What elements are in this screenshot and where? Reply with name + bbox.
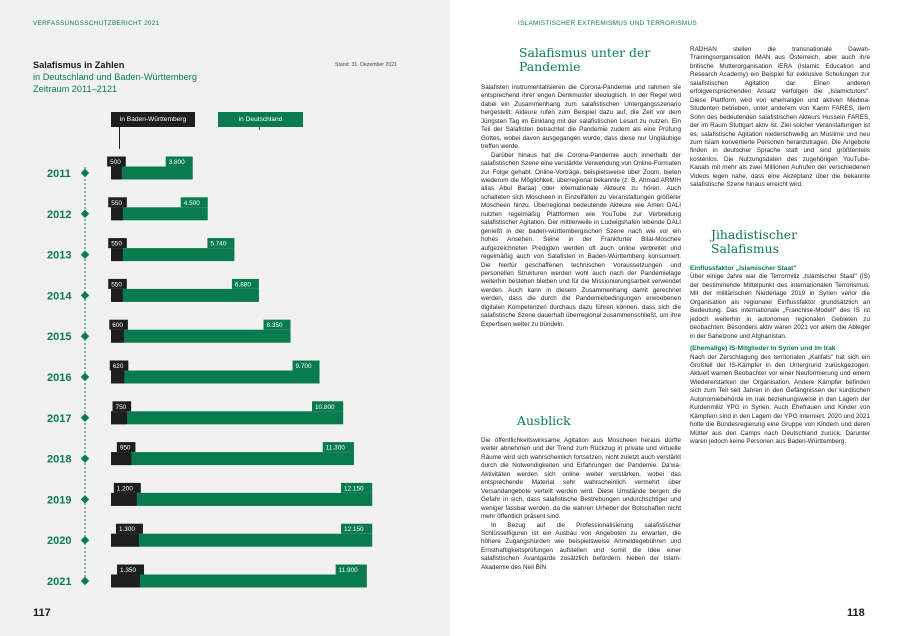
value-label-de: 9.700 bbox=[295, 363, 312, 370]
bar-deutschland bbox=[111, 411, 343, 424]
year-marker bbox=[81, 577, 89, 585]
value-label-de: 11.900 bbox=[338, 567, 358, 574]
year-marker bbox=[81, 414, 89, 422]
heading-salafismus-pandemie: Salafismus unter der Pandemie bbox=[519, 45, 651, 74]
bar-baden-wuerttemberg bbox=[111, 493, 137, 506]
text-column-1 bbox=[481, 46, 681, 74]
bar-deutschland bbox=[111, 207, 208, 220]
bar-baden-wuerttemberg bbox=[111, 411, 127, 424]
value-label-bw: 950 bbox=[119, 444, 131, 452]
value-label-bw: 1.200 bbox=[116, 485, 133, 493]
chart-stand-date: Stand: 31. Dezember 2021 bbox=[335, 62, 398, 68]
legend-de-label: in Deutschland bbox=[238, 116, 283, 123]
text-column-2-body bbox=[690, 265, 870, 447]
value-label-bw: 1.300 bbox=[118, 526, 135, 534]
text-column-1-outlook bbox=[481, 437, 681, 572]
bar-baden-wuerttemberg bbox=[111, 534, 139, 547]
bar-baden-wuerttemberg bbox=[111, 371, 124, 384]
year-label: 2019 bbox=[47, 494, 72, 507]
year-label: 2013 bbox=[47, 249, 72, 262]
paragraph: Die öffentlichkeitswirksame Agitation aus Moscheen heraus dürfte weiter abnehmen und der Trend zum Rückzug in private und virtuelle Räume wird sich wahrscheinlich fortsetzen, nicht zuletzt auch verstärkt durch die Notwendigkeiten und Erfahrungen der Pandemie. Da'wa-Aktivitäten werden sich online weiter verstärken, wobei das entsprechende Material sehr wahrscheinlich vermehrt über Versandangebote verteilt werden wird. Diese Umstände bergen die Gefahr in sich, dass salafistische Bestrebungen undurchschtiger und weniger fassbar werden, da die wahren Urheber der Botschaften nicht mehr öffentlich präsent sind. bbox=[481, 437, 681, 521]
legend-bw-label: in Baden-Württemberg bbox=[119, 116, 187, 123]
bar-baden-wuerttemberg bbox=[111, 452, 131, 465]
year-marker bbox=[81, 332, 89, 340]
bar-deutschland bbox=[111, 371, 320, 384]
bar-deutschland bbox=[111, 534, 372, 547]
bar-baden-wuerttemberg bbox=[111, 167, 122, 180]
bar-baden-wuerttemberg bbox=[111, 207, 123, 220]
bar-deutschland bbox=[111, 248, 234, 261]
value-label-bw: 750 bbox=[115, 403, 127, 411]
paragraph: Darüber hinaus hat die Corona-Pandemie auch innerhalb der salafistischen Szene eine verstärkte Verwendung von Online-Formaten zur Folge gehabt. Online-Vorträge, beispielsweise über Zoom, bieten wiederum die Möglichkeit, überregional bekannte (z. B. Ahmad ARMIH alias Abul Baraa) oder internationale Akteure zu hören. Auch schalteten sich Moscheen in Einzelfällen zu Veranstaltungen größerer Moscheen hinzu. Überregional bedeutende Akteure wie Amen DALI nutzten regelmäßig Plattformen wie YouTube zur Verbreitung salafistischer Agitation. Der mittlerweile in Ludwigshafen lebende DALI genießt in der baden-württembergischen Szene nach wie vor ein hohes Ansehen. Seine in der Frankfurter Bilal-Moschee aufgezeichneten Predigten werden oft auch online verbreitet und regelmäßig auch von Salafisten in Baden-Württemberg konsumiert. Die hierfür geschaffenen technischen Voraussetzungen und personellen Strukturen werden wohl auch nach der Pandemielage weiterhin bestehen bleiben und für die Missionierungsarbeit verwendet werden. Auch kann in diesem Zusammenhang damit gerechnet werden, dass die durch die Pandemiebedingungen erwoebenen digitalen Kompetenzen durchaus dazu führen können, dass sich die salafistische Szene dauerhaft überregional zusammenschließt, um ihre Expertisen weiter zu bündeln. bbox=[481, 151, 681, 328]
text-column-2-top bbox=[690, 46, 870, 190]
value-label-de: 5.740 bbox=[210, 240, 227, 248]
running-head-right: ISLAMISTISCHER EXTREMISMUS UND TERRORISMUS bbox=[518, 20, 698, 27]
year-marker bbox=[81, 536, 89, 544]
year-label: 2012 bbox=[47, 208, 72, 221]
subheading-is-mitglieder: (Ehemalige) IS-Mitglieder in Syrien und im Irak bbox=[690, 345, 836, 353]
bar-baden-wuerttemberg bbox=[111, 289, 123, 302]
year-label: 2011 bbox=[47, 168, 71, 180]
value-label-bw: 600 bbox=[112, 322, 123, 330]
value-label-de: 4.500 bbox=[183, 199, 200, 207]
year-label: 2016 bbox=[47, 372, 72, 384]
bar-baden-wuerttemberg bbox=[111, 330, 124, 343]
bar-deutschland bbox=[111, 289, 259, 302]
text-column-1-body bbox=[481, 84, 681, 329]
year-label: 2017 bbox=[47, 412, 72, 425]
value-label-bw: 1.350 bbox=[120, 567, 137, 574]
paragraph: In Bezug auf die Professionalisierung salafistischer Schlüsselfiguren ist ein Ausbau von Angeboten zu erwarten, die höhere Zugangshürden wie beispielsweise Anmeldegebühren und Ernsthaftigkeitsprüfungen aufstellen und somit die Idee einer salafistischen Avantgarde zusätzlich befördern. Neben der Islam-Akademie des Neil BIN bbox=[481, 521, 681, 571]
year-label: 2015 bbox=[47, 331, 72, 344]
value-label-de: 11.300 bbox=[325, 444, 345, 452]
chart-title: Salafismus in Zahlen bbox=[33, 60, 125, 70]
value-label-de: 3.800 bbox=[168, 159, 185, 166]
year-marker bbox=[81, 373, 89, 381]
paragraph: Nach der Zerschlagung des territorialen „Kalifats" hat sich ein Großteil der IS-Kämpfer in den Untergrund zurückgezogen. Aktuell warnen Beobachter vor einer Neuformierung und einem Wiedererstarken der Organisation. Andere Kämpfer befinden sich zum Teil seit Jahren in den Gefängnissen der kurdischen Autonomiebehörde im Irak beziehungsweise in den Lagern der Kurdenmiliz YPG in Syrien. Auch Ehefrauen und Kinder von Kämpfern sind in den Lagern der YPG interniert. 2020 und 2021 holte die Bundesregierung eine Gruppe von Kindern und deren Mütter aus den Camps nach Deutschland zurück. Darunter waren jedoch keine Personen aus Baden-Württemberg. bbox=[690, 353, 870, 446]
page-number-left: 117 bbox=[33, 607, 51, 619]
bar-baden-wuerttemberg bbox=[111, 248, 123, 261]
bar-baden-wuerttemberg bbox=[111, 575, 140, 588]
year-marker bbox=[81, 291, 89, 299]
bar-deutschland bbox=[111, 330, 291, 343]
year-label: 2021 bbox=[47, 576, 72, 588]
running-head-left: VERFASSUNGSSCHUTZBERICHT 2021 bbox=[33, 20, 160, 27]
right-page bbox=[450, 0, 900, 636]
year-marker bbox=[81, 454, 89, 462]
year-marker bbox=[81, 495, 89, 503]
chart-subtitle-period: Zeitraum 2011–2121 bbox=[33, 84, 118, 94]
value-label-bw: 550 bbox=[111, 281, 122, 289]
year-marker bbox=[81, 250, 89, 258]
chart-subtitle-region: in Deutschland und Baden-Württemberg bbox=[33, 72, 197, 82]
bar-deutschland bbox=[111, 452, 354, 465]
year-label: 2014 bbox=[47, 290, 72, 303]
value-label-de: 8.350 bbox=[266, 322, 283, 330]
paragraph: Über einige Jahre war die Terrormiliz „Islamischer Staat" (IS) der bestimmende Mittelpunkt des internationalen Terrorismus. Mit der militärischen Niederlage 2019 in Syrien verlor die Organisation als regionaler Einflussfaktor grundsätzlich an Bedeutung. Das internationale „Franchise-Modell" des IS ist jedoch weiterhin in autonomen regionalen Gebieten zu beobachten. Besonders aktiv waren 2021 vor allem die Ableger in der Sahelzone und Afghanistan. bbox=[690, 273, 870, 340]
page-number-right: 118 bbox=[847, 607, 865, 619]
value-label-de: 12.150 bbox=[344, 485, 364, 493]
value-label-de: 12.150 bbox=[344, 526, 364, 534]
heading-jihadistischer-salafismus: Jihadistischer Salafismus bbox=[711, 227, 798, 256]
bar-deutschland bbox=[111, 167, 193, 180]
paragraph: RADHAN stellen die transnationale Dawah-Trainingsorganisation IMAN aus Österreich, aber auch ihre britische Mutterorganisation iERA (Islamic Education and Research Academy) ein Beispiel für exklusive Schulungen zur salafistischen Agitation dar. Einen anderen erfolgversprechenden Ansatz verfolgen die „Islamictutors". Diese Plattform wird von ehemaligen und aktiven Medina-Studenten betrieben, unter anderem von Karim FARES, dem Sohn des bedeutenden salafistischen Akteurs Hussein FARES, der im Raum Stuttgart aktiv ist. Ziel solcher Veranstaltungen ist es, salafistische Agitation niederschwellig an Muslime und neu zum Islam konvertierte Personen heranzutragen. Die Angebote finden in deutscher Sprache statt und sind größtenteils kostenlos. Die Nutzungsdaten des zugehörigen YouTube-Kanals mit mehr als zwei Millionen Aufrufen der verschiedenen Videos legen nahe, dass eine Akzeptanz über die bekannte salafistische Szene hinaus erreicht wird. bbox=[690, 46, 870, 189]
year-label: 2018 bbox=[47, 453, 72, 466]
value-label-bw: 550 bbox=[111, 199, 122, 207]
year-label: 2020 bbox=[47, 535, 72, 548]
subheading-islamischer-staat: Einflussfaktor „Islamischer Staat" bbox=[690, 265, 797, 272]
year-marker bbox=[81, 169, 89, 177]
value-label-bw: 620 bbox=[112, 363, 124, 370]
paragraph: Salafisten instrumentalisieren die Corona-Pandemie und rahmen sie entsprechend ihrer engen Denkmuster ideologisch. In der Regel wird dabei ein Zusammenhang zum salafistischen Untergangsszenario hergestellt: Akteure rufen zum Beispiel dazu auf, die Zeit vor dem Jüngsten Tag im Einklang mit der salafistischen Lesart zu nutzen. Ein Teil der Salafisten betrachtet die Pandemie zudem als eine Prüfung Gottes, wobei davon ausgegangen wurde, dass diese nur Ungläubige treffen werde. bbox=[481, 84, 681, 151]
value-label-bw: 500 bbox=[110, 159, 121, 166]
bar-deutschland bbox=[111, 575, 367, 588]
heading-ausblick: Ausblick bbox=[517, 413, 571, 428]
bar-deutschland bbox=[111, 493, 372, 506]
value-label-bw: 550 bbox=[111, 240, 122, 248]
value-label-de: 10.800 bbox=[315, 403, 335, 411]
year-marker bbox=[81, 210, 89, 218]
value-label-de: 6.880 bbox=[234, 281, 251, 289]
